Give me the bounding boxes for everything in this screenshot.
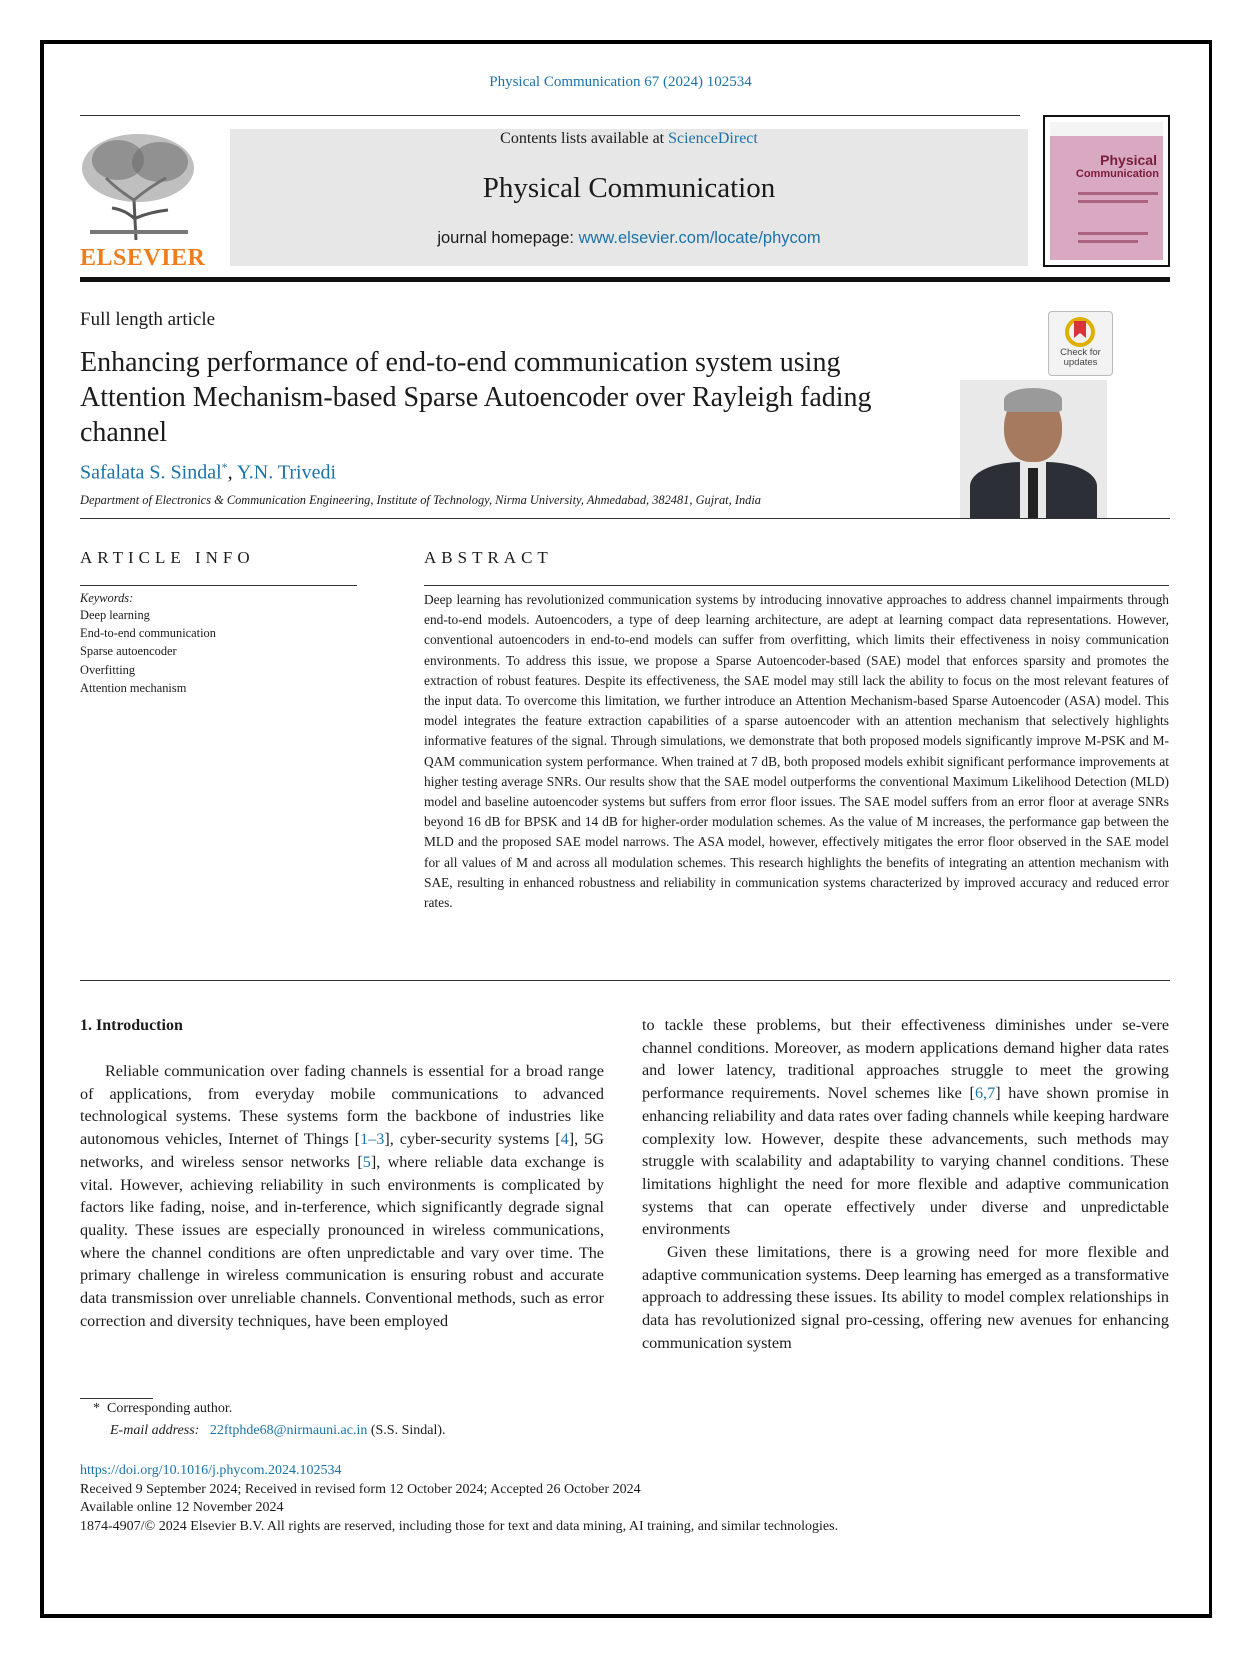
abstract-bottom-rule	[80, 980, 1170, 981]
journal-title: Physical Communication	[482, 172, 776, 204]
affiliation-rule	[80, 518, 1170, 519]
sciencedirect-link[interactable]: ScienceDirect	[668, 130, 758, 147]
keyword-item: Attention mechanism	[80, 680, 187, 695]
footnote-mark: *	[93, 1401, 100, 1416]
available-online: Available online 12 November 2024	[80, 1500, 284, 1516]
cover-title-2: Communication	[1075, 168, 1159, 180]
citation-link[interactable]: 6,7	[974, 1084, 996, 1103]
cover-title-1: Physical	[1100, 152, 1157, 168]
article-meta	[80, 1462, 838, 1537]
keyword-item: Deep learning	[80, 608, 150, 622]
journal-banner	[230, 129, 1028, 266]
email-suffix: (S.S. Sindal).	[367, 1423, 446, 1438]
contents-line	[230, 130, 1028, 148]
section-heading-introduction: 1. Introduction	[80, 1017, 183, 1034]
check-updates-label: Check for updates	[1060, 347, 1101, 368]
journal-reference[interactable]: Physical Communication 67 (2024) 102534	[489, 74, 752, 90]
footnote-text: Corresponding author.	[107, 1401, 233, 1416]
intro-paragraph-2: Given these limitations, there is a growing need for more flexible and adaptive communication systems. Deep learning has emerged as a transformative approach to addressing these issues. Its ability to model complex relationships in data has revolutionized signal pro-cessing, offering new avenues for enhancing communication system	[642, 1243, 1169, 1352]
header-top-rule	[80, 115, 1020, 116]
citation-link[interactable]: 4	[560, 1130, 569, 1149]
received-dates: Received 9 September 2024; Received in revised form 12 October 2024; Accepted 26 October 2024	[80, 1481, 641, 1497]
contents-prefix: Contents lists available at	[500, 130, 669, 147]
author-photo	[960, 380, 1107, 519]
keyword-item: Sparse autoencoder	[80, 644, 177, 659]
email-link[interactable]: 22ftphde68@nirmauni.ac.in	[209, 1423, 368, 1438]
abstract-text: Deep learning has revolutionized communication systems by introducing innovative approaches to address channel impairments through end-to-end models. Autoencoders, a type of deep learning architecture, are adept at learning compact data representations. However, conventional autoencoders in end-to-end models can suffer from overfitting, which limits their effectiveness in noisy communication environments. To address this issue, we propose a Sparse Autoencoder-based (SAE) model that enforces sparsity and promotes the extraction of robust features. Despite its effectiveness, the SAE model may still lack the ability to focus on the most relevant features of the input data. To overcome this limitation, we further introduce an Attention Mechanism-based Sparse Autoencoder (ASA) model. This model integrates the feature extraction capabilities of a sparse autoencoder with an attention mechanism that selectively highlights informative features of the signal. Through simulations, we demonstrate that both proposed models significantly improve M-PSK and M-QAM communication system performance. When trained at 7 dB, both proposed models exhibit significant performance improvements at higher testing average SNRs. Our results show that the SAE model outperforms the conventional Maximum Likelihood Detection (MLD) model and baseline autoencoder systems but suffers from error floor issues. The SAE model suffers from an error floor at average SNRs beyond 16 dB for BPSK and 14 dB for higher-order modulation schemes. As the value of M increases, the performance gap between the MLD and the proposed SAE model narrows. The ASA model, however, effectively mitigates the error floor observed in the SAE model for all values of M and across all modulation schemes. This research highlights the benefits of integrating an attention mechanism with SAE, resulting in enhanced robustness and reliability in communication systems characterized by improved accuracy and reduced error rates.	[424, 592, 1169, 911]
elsevier-wordmark: ELSEVIER	[80, 245, 206, 271]
footnote-email	[110, 1423, 446, 1439]
article-info-rule	[80, 585, 357, 586]
article-title: Enhancing performance of end-to-end communication system using Attention Mechanism-based Sparse Autoencoder over Rayleigh fading channel	[80, 347, 872, 448]
keywords-label: Keywords:	[80, 591, 134, 605]
author-1[interactable]: Safalata S. Sindal	[80, 461, 222, 484]
keyword-item: Overfitting	[80, 662, 136, 677]
abstract-rule	[424, 585, 1169, 586]
intro-right-column	[642, 1014, 1169, 1355]
keywords-block	[80, 591, 380, 697]
intro-left-column	[80, 1060, 604, 1332]
corresponding-mark[interactable]: *	[221, 460, 228, 474]
copyright: 1874-4907/© 2024 Elsevier B.V. All rights are reserved, including those for text and data mining, AI training, and similar technologies.	[80, 1519, 839, 1535]
homepage-prefix: journal homepage:	[437, 229, 579, 247]
elsevier-tree-logo	[78, 130, 200, 242]
check-for-updates-badge[interactable]	[1048, 311, 1113, 376]
journal-cover-thumbnail[interactable]	[1043, 115, 1170, 267]
cover-image	[1050, 122, 1163, 260]
intro-paragraph-1-cont: to tackle these problems, but their effectiveness diminishes under se-vere channel conditions. Moreover, as modern applications demand higher data rates and lower latency, traditional approaches struggle to meet the growing performance requirements. Novel schemes like [6,7] have shown promise in enhancing reliability and data rates over fading channels while keeping hardware complexity low. However, despite these advancements, such methods may struggle with scalability and adaptability to varying channel conditions. These limitations highlight the need for more flexible and adaptive communication systems that can operate effectively under diverse and unpredictable environments	[642, 1016, 1169, 1239]
check-updates-icon	[1065, 316, 1095, 348]
author-separator: ,	[227, 461, 237, 484]
author-list	[80, 460, 336, 485]
doi-link[interactable]: https://doi.org/10.1016/j.phycom.2024.102534	[80, 1463, 342, 1478]
footnote-rule	[80, 1398, 153, 1399]
article-type: Full length article	[80, 309, 216, 330]
intro-paragraph-1: Reliable communication over fading channels is essential for a broad range of applications, from everyday mobile communications to advanced technological systems. These systems form the backbone of industries like autonomous vehicles, Internet of Things [1–3], cyber-security systems [4], 5G networks, and wireless sensor networks [5], where reliable data exchange is vital. However, achieving reliability in such environments is complicated by factors like fading, noise, and in-terference, which significantly degrade signal quality. These issues are especially pronounced in wireless communications, where the channel conditions are often unpredictable and vary over time. The primary challenge in wireless communication is ensuring robust and accurate data transmission over unreliable channels. Conventional methods, such as error correction and diversity techniques, have been employed	[80, 1062, 605, 1330]
keyword-item: End-to-end communication	[80, 626, 216, 641]
affiliation: Department of Electronics & Communication Engineering, Institute of Technology, Nirma University, Ahmedabad, 382481, Gujrat, India	[80, 493, 761, 507]
homepage-link[interactable]: www.elsevier.com/locate/phycom	[578, 229, 821, 247]
citation-link[interactable]: 5	[362, 1152, 371, 1171]
citation-link[interactable]: 1–3	[360, 1130, 385, 1149]
header-thick-rule	[80, 277, 1170, 282]
footnote-corresponding	[93, 1401, 232, 1417]
author-2[interactable]: Y.N. Trivedi	[236, 461, 337, 484]
abstract-heading: ABSTRACT	[424, 548, 553, 567]
email-label: E-mail address:	[110, 1423, 200, 1438]
article-info-heading: ARTICLE INFO	[80, 548, 255, 567]
homepage-line	[230, 229, 1028, 248]
